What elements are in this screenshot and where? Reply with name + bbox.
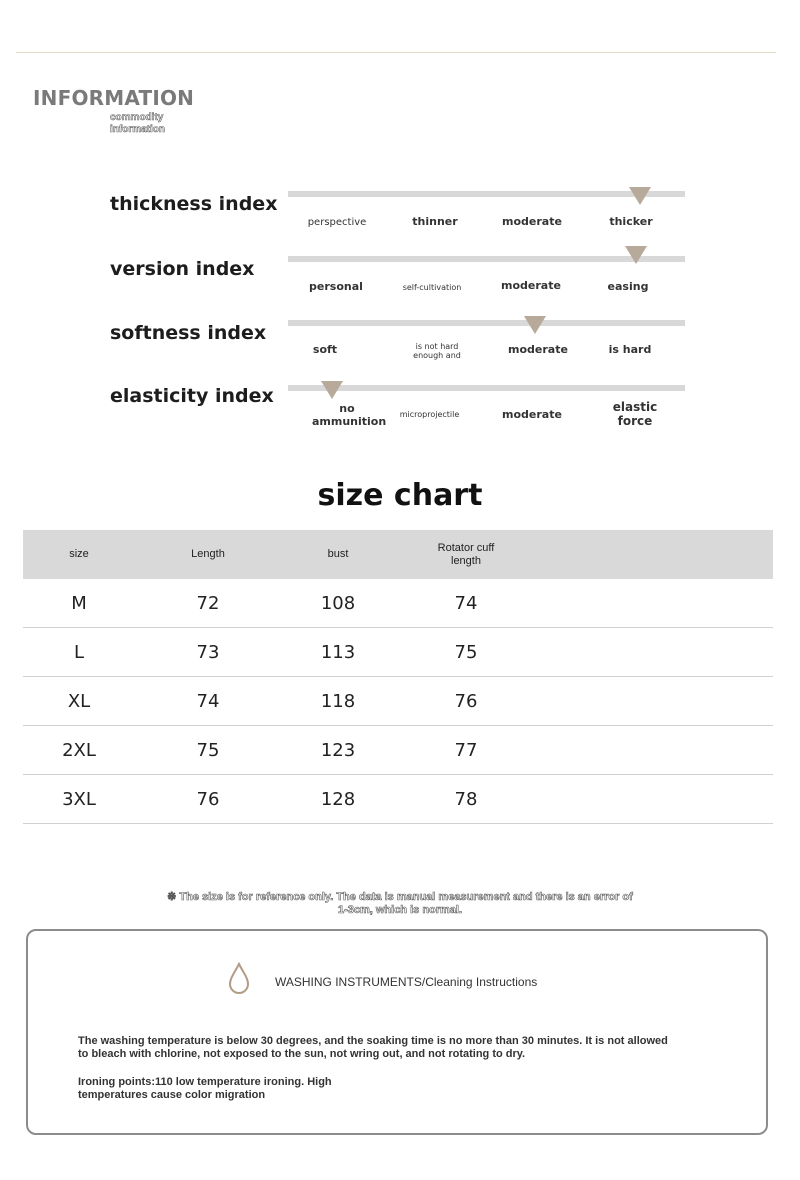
size-table: [23, 530, 773, 824]
softness-option-4: is hard: [608, 343, 652, 356]
version-index-label: version index: [110, 258, 255, 280]
elasticity-option-1: no ammunition: [312, 402, 387, 428]
elasticity-option-2: microprojectile: [399, 410, 460, 419]
washing-title: WASHING INSTRUMENTS/Cleaning Instructions: [275, 975, 538, 989]
elasticity-index-label: elasticity index: [110, 385, 274, 407]
size-table-header: [23, 530, 773, 579]
thickness-option-2: thinner: [412, 215, 458, 228]
cell-length: 74: [196, 690, 220, 712]
cell-bust: 108: [320, 592, 356, 614]
thickness-index-bar: [288, 191, 685, 197]
header-cuff-length: Rotator cuff length: [437, 541, 495, 567]
washing-instructions-text: The washing temperature is below 30 degrees, and the soaking time is no more than 30 minutes. It is not allowed to bleach with chlorine, not exposed to the sun, not wring out, and not rotating to dry.: [78, 1035, 668, 1060]
information-heading: INFORMATION: [33, 86, 195, 110]
elasticity-index-bar: [288, 385, 685, 391]
thickness-option-4: thicker: [609, 215, 653, 228]
cell-cuff-length: 77: [454, 739, 478, 761]
cell-size: XL: [67, 690, 91, 712]
elasticity-option-4: elastic force: [612, 400, 658, 428]
cell-cuff-length: 75: [454, 641, 478, 663]
washing-instructions-box: [26, 929, 768, 1135]
cell-length: 75: [196, 739, 220, 761]
size-reference-note: ※ The size is for reference only. The data is manual measurement and there is an error of 1-3cm, which is normal.: [167, 891, 633, 916]
cell-bust: 118: [320, 690, 356, 712]
cell-bust: 113: [320, 641, 356, 663]
header-bust: bust: [327, 548, 349, 560]
header-length: Length: [191, 548, 225, 560]
cell-size: M: [71, 592, 87, 614]
cell-cuff-length: 76: [454, 690, 478, 712]
cell-length: 72: [196, 592, 220, 614]
softness-option-1: soft: [312, 343, 338, 356]
table-row: [23, 579, 773, 628]
elasticity-option-3: moderate: [502, 408, 562, 421]
table-row: [23, 775, 773, 824]
softness-option-2: is not hard enough and: [413, 342, 461, 361]
thickness-option-1: perspective: [307, 217, 367, 228]
cell-cuff-length: 74: [454, 592, 478, 614]
cell-size: 3XL: [62, 788, 96, 810]
table-row: [23, 726, 773, 775]
version-option-2: self-cultivation: [402, 283, 462, 292]
table-row: [23, 628, 773, 677]
ironing-instructions-text: Ironing points:110 low temperature ironing. High temperatures cause color migration: [78, 1076, 332, 1101]
cell-bust: 123: [320, 739, 356, 761]
softness-option-3: moderate: [508, 343, 568, 356]
water-drop-icon: [228, 962, 250, 994]
cell-size: L: [73, 641, 85, 663]
cell-length: 73: [196, 641, 220, 663]
version-option-4: easing: [607, 280, 649, 293]
cell-size: 2XL: [62, 739, 96, 761]
version-option-1: personal: [309, 280, 363, 293]
table-row: [23, 677, 773, 726]
size-chart-title: size chart: [317, 478, 483, 513]
cell-bust: 128: [320, 788, 356, 810]
version-option-3: moderate: [501, 279, 561, 292]
top-divider: [16, 52, 776, 53]
cell-length: 76: [196, 788, 220, 810]
cell-cuff-length: 78: [454, 788, 478, 810]
softness-index-label: softness index: [110, 322, 267, 344]
thickness-option-3: moderate: [502, 215, 562, 228]
elasticity-index-marker: [321, 381, 343, 399]
thickness-index-label: thickness index: [110, 193, 278, 215]
header-size: size: [69, 548, 89, 560]
softness-index-marker: [524, 316, 546, 334]
softness-index-bar: [288, 320, 685, 326]
information-subheading: commodity information: [110, 112, 165, 135]
version-index-marker: [625, 246, 647, 264]
thickness-index-marker: [629, 187, 651, 205]
